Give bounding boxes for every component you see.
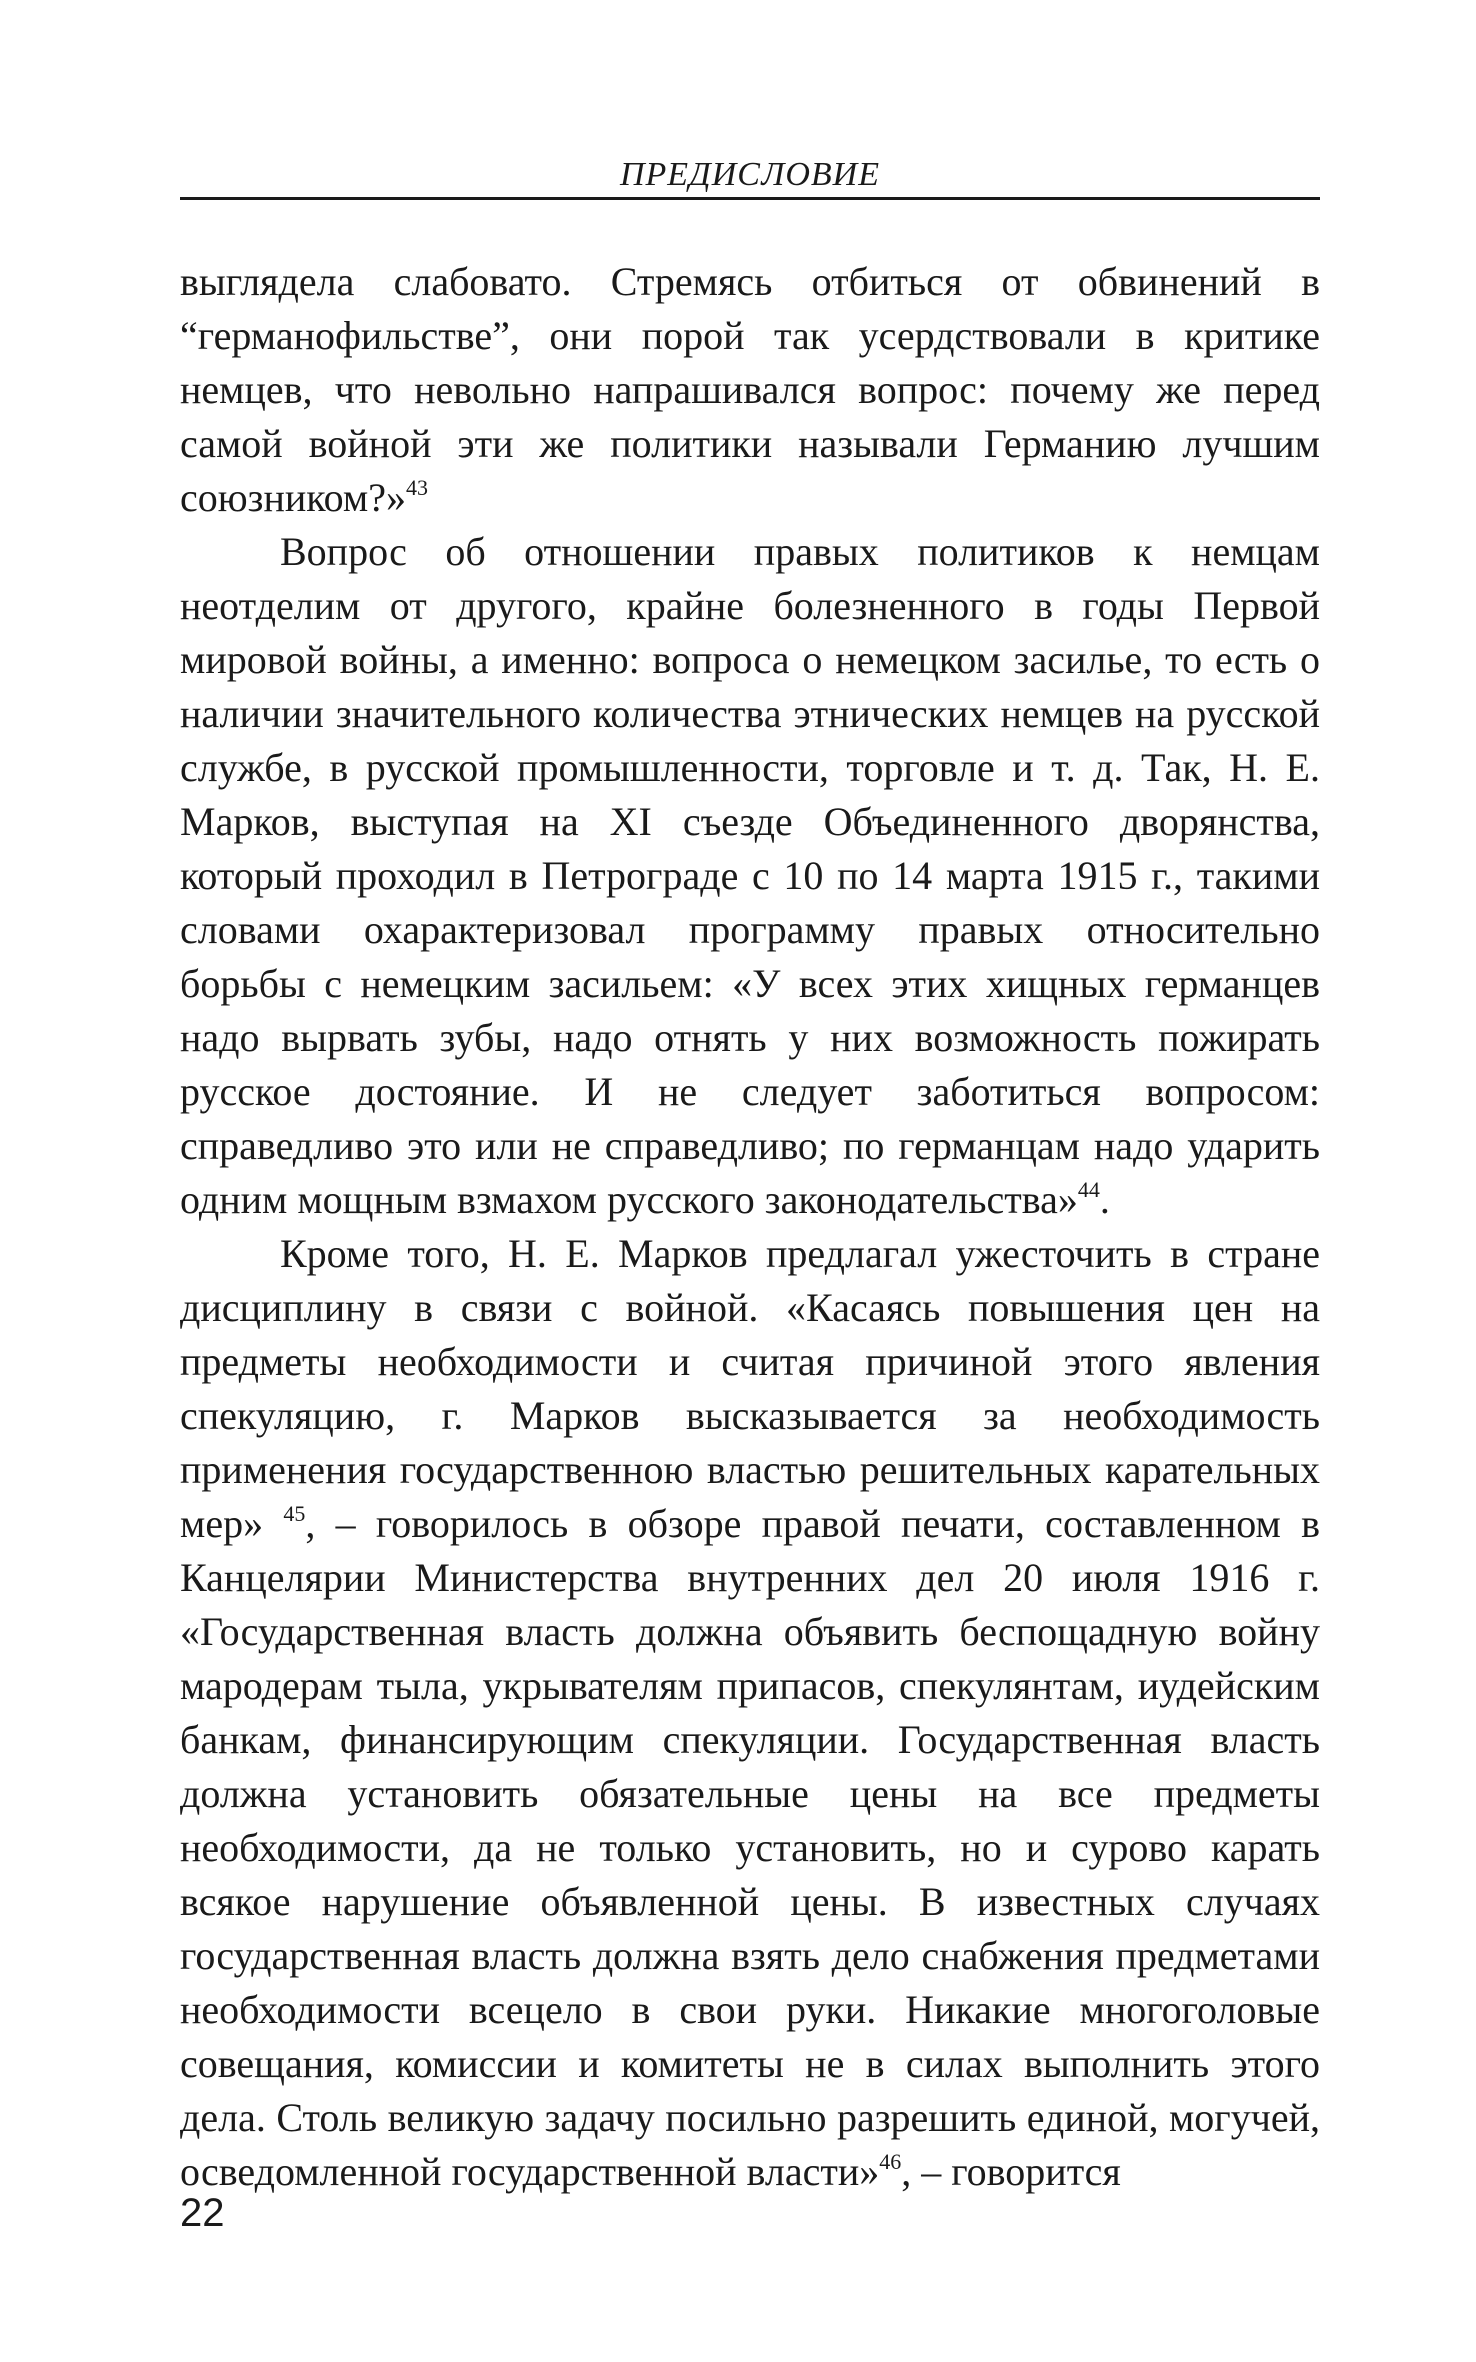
footnote-ref-44: 44: [1077, 1177, 1100, 1202]
header-rule: [180, 197, 1320, 200]
text-run: Кроме того, Н. Е. Марков предлагал ужесточить в стране дисциплину в связи с войной. «Касаясь повышения цен на предметы необходимости и считая причиной этого явления спекуляцию, г. Марков высказывается за необходимость применения государственною властью решительных карательных мер»: [180, 1231, 1320, 1546]
footnote-ref-46: 46: [879, 2149, 902, 2174]
text-run: , – говорится: [901, 2149, 1121, 2194]
running-head: ПРЕДИСЛОВИЕ: [619, 156, 881, 193]
text-run: выглядела слабовато. Стремясь отбиться от обвинений в “германофильстве”, они порой так усердствовали в критике немцев, что невольно напрашивался вопрос: почему же перед самой войной эти же политики называли Германию лучшим союзником?»: [180, 259, 1320, 520]
text-run: .: [1099, 1177, 1110, 1222]
text-run: Вопрос об отношении правых политиков к немцам неотделим от другого, крайне болезненного в годы Первой мировой войны, а именно: вопроса о немецком засилье, то есть о наличии значительного количества этнических немцев на русской службе, в русской промышленности, торговле и т. д. Так, Н. Е. Марков, выступая на XI съезде Объединенного дворянства, который проходил в Петрограде с 10 по 14 марта 1915 г., такими словами охарактеризовал программу правых относительно борьбы с немецким засильем: «У всех этих хищных германцев надо вырвать зубы, надо отнять у них возможность пожирать русское достояние. И не следует заботиться вопросом: справедливо это или не справедливо; по германцам надо ударить одним мощным взмахом русского законодательства»: [180, 529, 1320, 1222]
text-run: , – говорилось в обзоре правой печати, составленном в Канцелярии Министерства внутренних дел 20 июля 1916 г. «Государственная власть должна объявить беспощадную войну мародерам тыла, укрывателям припасов, спекулянтам, иудейским банкам, финансирующим спекуляции. Государственная власть должна установить обязательные цены на все предметы необходимости, да не только установить, но и сурово карать всякое нарушение объявленной цены. В известных случаях государственная власть должна взять дело снабжения предметами необходимости всецело в свои руки. Никакие многоголовые совещания, комиссии и комитеты не в силах выполнить этого дела. Столь великую задачу посильно разрешить единой, могучей, осведомленной государственной власти»: [180, 1501, 1320, 2194]
footnote-ref-43: 43: [405, 475, 428, 500]
paragraph-3: [180, 1227, 1320, 2199]
body-text: [180, 255, 1320, 2199]
footnote-ref-45: 45: [283, 1501, 306, 1526]
paragraph-2: [180, 525, 1320, 1227]
page-number: 22: [180, 2191, 225, 2235]
paragraph-1: [180, 255, 1320, 525]
